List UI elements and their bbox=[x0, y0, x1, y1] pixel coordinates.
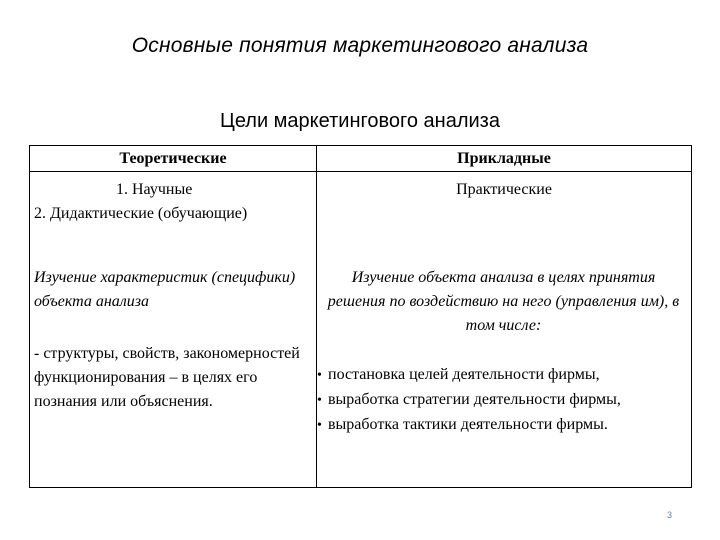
theoretical-description: Изучение характеристик (специфики) объекта анализа bbox=[34, 269, 296, 310]
list-item bbox=[317, 413, 691, 438]
applied-bullet-list bbox=[317, 363, 691, 438]
header-divider bbox=[30, 171, 691, 172]
slide-title: Основные понятия маркетингового анализа bbox=[131, 34, 589, 57]
list-item bbox=[317, 388, 691, 413]
list-item-scientific: 1. Научные bbox=[116, 181, 193, 198]
bullet-text: постановка целей деятельности фирмы, bbox=[328, 366, 600, 383]
bullet-text: выработка тактики деятельности фирмы. bbox=[328, 416, 608, 433]
list-item-didactic: 2. Дидактические (обучающие) bbox=[34, 205, 248, 222]
goals-table bbox=[29, 145, 692, 488]
list-item bbox=[317, 363, 691, 388]
page-number: 3 bbox=[667, 510, 673, 520]
applied-description: Изучение объекта анализа в целях принятия решения по воздействию на него (управления им), в том числе: bbox=[327, 269, 680, 334]
header-theoretical: Теоретические bbox=[119, 150, 227, 167]
bullet-icon: • bbox=[317, 418, 322, 433]
theoretical-goals-list bbox=[34, 178, 314, 226]
theoretical-details: - структуры, свойств, закономерностей функционирования – в целях его познания или объяснения. bbox=[34, 345, 300, 410]
applied-type-practical: Практические bbox=[456, 181, 552, 198]
header-applied: Прикладные bbox=[457, 150, 551, 167]
bullet-icon: • bbox=[317, 368, 322, 383]
table-caption: Цели маркетингового анализа bbox=[220, 110, 500, 132]
bullet-icon: • bbox=[317, 393, 322, 408]
bullet-text: выработка стратегии деятельности фирмы, bbox=[328, 391, 621, 408]
